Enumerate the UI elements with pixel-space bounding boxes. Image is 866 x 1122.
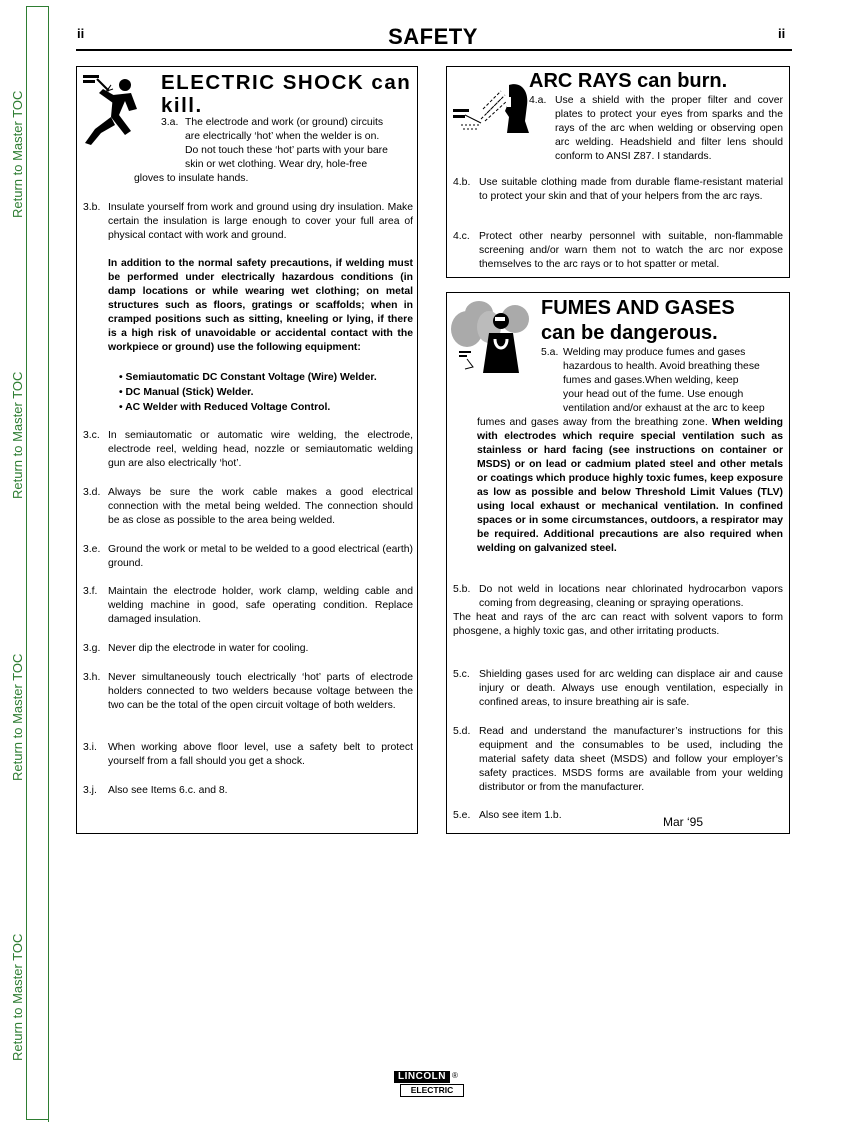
equipment-item: • AC Welder with Reduced Voltage Control. <box>119 402 331 413</box>
welding-helmet-icon <box>451 81 529 137</box>
electric-shock-warning-icon <box>81 71 151 151</box>
logo-top: LINCOLN <box>394 1071 450 1083</box>
item-3a-continued: gloves to insulate hands. <box>134 173 249 184</box>
equipment-list <box>119 370 377 415</box>
page-title: SAFETY <box>388 24 478 49</box>
fumes-gases-section: FUMES AND GASES can be dangerous. 5.a. Welding may produce fumes and gases hazardous to health. Avoid breathing these fumes and gases.When welding, keep your head out of the fume. Use enough ventilation and/or exhaust at the arc to keep fumes and gases away from the breathing zone. When welding with electrodes which require special ventilation such as stainless or hard facing (see instructions on container or MSDS) or on lead or cadmium plated steel and other metals or coatings which produce highly toxic fumes, keep exposure as low as possible and below Threshold Limit Values (TLV) using local exhaust or mechanical ventilation. In confined spaces or in some circumstances, outdoors, a respirator may be required. Additional precautions are also required when welding on galvanized steel. 5.b. Do not weld in locations near chlorinated hydrocarbon vapors coming from degreasing, cleaning or spraying operations. The heat and rays of the arc can react with solvent vapors to form phosgene, a highly toxic gas, and other irritating products. 5.c. Shielding gases used for arc welding can displace air and cause injury or death. Always use enough ventilation, especially in confined areas, to insure breathing air is safe. 5.d. Read and understand the manufacturer’s instructions for this equipment and the consumables to be used, including the material safety data sheet (MSDS) and follow your employer’s safety practices. MSDS forms are available from your welding distributor or from the manufacturer. 5.e. Also see item 1.b. Mar ‘95 <box>446 292 790 834</box>
return-to-master-toc-link-3[interactable]: Return to Master TOC <box>10 653 25 781</box>
arc-rays-section: ARC RAYS can burn. 4.a. Use a shield with the proper filter and cover plates to protect your eyes from sparks and the rays of the arc when welding or observing open arc welding. Headshield and filter lens should conform to ANSI Z87. I standards. 4.b. Use suitable clothing made from durable flame-resistant material to protect your skin and that of your helpers from the arc rays. 4.c. Protect other nearby personnel with suitable, non-flammable screening and/or warn them not to watch the arc nor expose themselves to the arc rays or to hot spatter or metal. <box>446 66 790 278</box>
return-to-master-toc-link-2[interactable]: Return to Master TOC <box>10 371 25 499</box>
fumes-respirator-icon <box>449 299 535 375</box>
fumes-heading-line2: can be dangerous. <box>541 322 718 344</box>
item-5a-continued: fumes and gases away from the breathing zone. When welding with electrodes which require special ventilation such as stainless or hard facing (see instructions on container or MSDS) or on lead or cadmium plated steel and other metals or coatings which produce highly toxic fumes, keep exposure as low as possible and below Threshold Limit Values (TLV) using local exhaust or mechanical ventilation. In confined spaces or in some circumstances, outdoors, a respirator may be required. Additional precautions are also required when welding on galvanized steel. <box>477 417 784 554</box>
revision-date: Mar ‘95 <box>663 815 704 829</box>
page-number-left: ii <box>77 26 85 41</box>
equipment-item: • Semiautomatic DC Constant Voltage (Wire) Welder. <box>119 372 377 383</box>
return-to-master-toc-link-1[interactable]: Return to Master TOC <box>10 90 25 218</box>
header-rule <box>76 49 792 51</box>
logo-registered: ® <box>452 1071 458 1080</box>
page-number-right: ii <box>778 26 786 41</box>
lincoln-electric-logo <box>394 1071 460 1097</box>
logo-bottom: ELECTRIC <box>400 1084 464 1097</box>
electric-shock-section: ELECTRIC SHOCK can kill. 3.a. The electrode and work (or ground) circuits are electrically ‘hot’ when the welder is on. Do not touch these ‘hot’ parts with your bare skin or wet clothing. Wear dry, hole-free gloves to insulate hands. 3.b. Insulate yourself from work and ground using dry insulation. Make certain the insulation is large enough to cover your full area of physical contact with work and ground. In addition to the normal safety precautions, if welding must be performed under electrically hazardous conditions (in damp locations or while wearing wet clothing; on metal structures such as floors, gratings or scaffolds; when in cramped positions such as sitting, kneeling or lying, if there is a high risk of unavoidable or accidental contact with the workpiece or ground) use the following equipment: • Semiautomatic DC Constant Voltage (Wire) Welder. • DC Manual (Stick) Welder. • AC Welder with Reduced Voltage Control. 3.c. In semiautomatic or automatic wire welding, the electrode, electrode reel, welding head, nozzle or semiautomatic welding gun are also electrically ‘hot’. 3.d. Always be sure the work cable makes a good electrical connection with the metal being welded. The connection should be as close as possible to the area being welded. 3.e. Ground the work or metal to be welded to a good electrical (earth) ground. 3.f. Maintain the electrode holder, work clamp, welding cable and welding machine in good, safe operating condition. Replace damaged insulation. 3.g. Never dip the electrode in water for cooling. 3.h. Never simultaneously touch electrically ‘hot’ parts of electrode holders connected to two welders because voltage between the two can be the total of the open circuit voltage of both welders. 3.i. When working above floor level, use a safety belt to protect yourself from a fall should you get a shock. 3.j. Also see Items 6.c. and 8. <box>76 66 418 834</box>
hazard-warning-text: In addition to the normal safety precautions, if welding must be performed under electrically hazardous conditions (in damp locations or while wearing wet clothing; on metal structures such as floors, gratings or scaffolds; when in cramped positions such as sitting, kneeling or lying, if there is a high risk of unavoidable or accidental contact with the workpiece or ground) use the following equipment: <box>108 258 413 353</box>
electric-shock-heading: ELECTRIC SHOCK can kill. <box>161 71 412 117</box>
arc-rays-heading: ARC RAYS can burn. <box>529 70 728 92</box>
return-to-master-toc-link-4[interactable]: Return to Master TOC <box>10 933 25 1061</box>
item-5b-continued: The heat and rays of the arc can react with solvent vapors to form phosgene, a highly toxic gas, and other irritating products. <box>453 612 783 637</box>
equipment-item: • DC Manual (Stick) Welder. <box>119 387 254 398</box>
fumes-heading-line1: FUMES AND GASES <box>541 297 735 319</box>
